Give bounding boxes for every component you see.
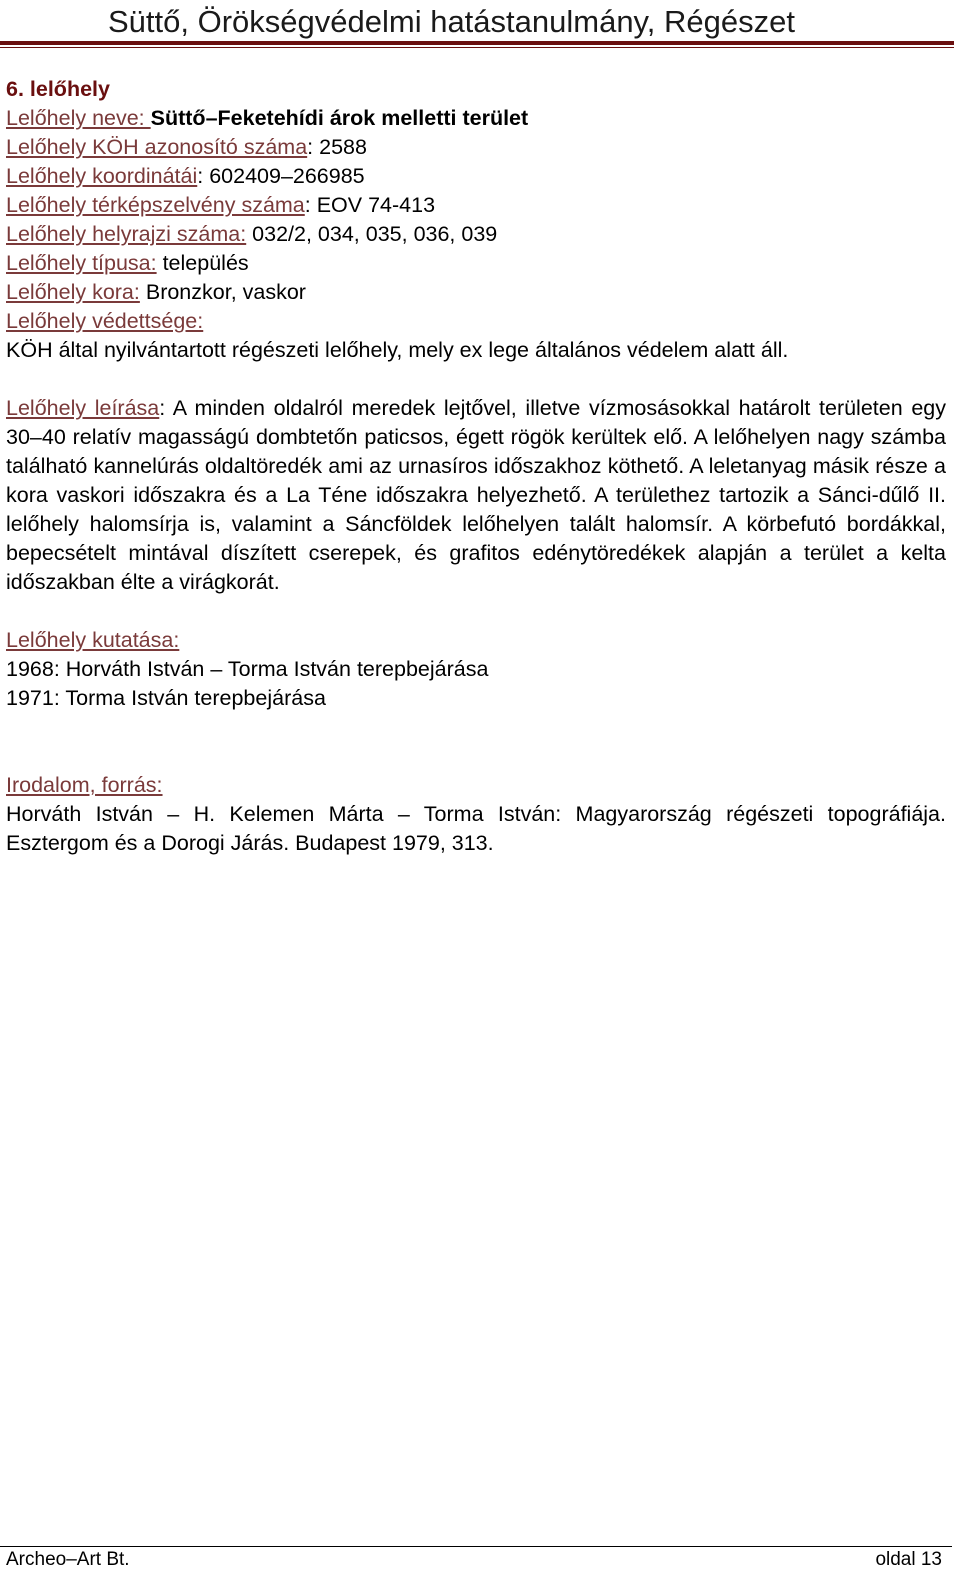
header-divider [0, 41, 954, 45]
koh-id-value: : 2588 [307, 135, 367, 159]
site-name-label: Lelőhely neve: [6, 106, 151, 130]
coordinates-value: : 602409–266985 [197, 164, 365, 188]
parcel-row [6, 220, 946, 249]
page-number: oldal 13 [875, 1549, 942, 1570]
research-label: Lelőhely kutatása: [6, 628, 180, 652]
description-label: Lelőhely leírása [6, 396, 160, 420]
site-type-label: Lelőhely típusa: [6, 251, 157, 275]
research-item: 1971: Torma István terepbejárása [6, 686, 326, 710]
protection-value: KÖH által nyilvántartott régészeti lelőhely, mely ex lege általános védelem alatt áll. [6, 338, 789, 362]
footer-company: Archeo–Art Bt. [6, 1549, 130, 1570]
site-age-value: Bronzkor, vaskor [139, 280, 306, 304]
parcel-value: 032/2, 034, 035, 036, 039 [246, 222, 498, 246]
site-type-value: település [156, 251, 249, 275]
spacer [6, 597, 946, 626]
literature-label: Irodalom, forrás: [6, 773, 163, 797]
protection-label: Lelőhely védettsége: [6, 309, 204, 333]
description-paragraph [6, 394, 946, 597]
coordinates-row [6, 162, 946, 191]
page-footer [0, 1534, 960, 1592]
header-divider-thin [0, 47, 954, 48]
site-title: 6. lelőhely [6, 77, 110, 101]
koh-id-row [6, 133, 946, 162]
site-age-row [6, 278, 946, 307]
header-title: Süttő, Örökségvédelmi hatástanulmány, Régészet [108, 4, 795, 39]
literature-text: Horváth István – H. Kelemen Márta – Torma István: Magyarország régészeti topográfiája. Esztergom és a Dorogi Járás. Budapest 1979, 313. [6, 802, 946, 855]
spacer [6, 365, 946, 394]
map-sheet-label: Lelőhely térképszelvény száma [6, 193, 305, 217]
parcel-label: Lelőhely helyrajzi száma: [6, 222, 247, 246]
koh-id-label: Lelőhely KÖH azonosító száma [6, 135, 308, 159]
site-name-row [6, 104, 946, 133]
footer-divider [0, 1546, 952, 1547]
coordinates-label: Lelőhely koordinátái [6, 164, 198, 188]
map-sheet-row [6, 191, 946, 220]
site-age-label: Lelőhely kora: [6, 280, 140, 304]
map-sheet-value: : EOV 74-413 [304, 193, 436, 217]
spacer [6, 713, 946, 771]
site-record [6, 75, 946, 858]
site-name-value: Süttő–Feketehídi árok melletti terület [150, 106, 529, 130]
research-item: 1968: Horváth István – Torma István terepbejárása [6, 657, 489, 681]
page-header [0, 0, 960, 48]
site-type-row [6, 249, 946, 278]
description-text: : A minden oldalról meredek lejtővel, illetve vízmosásokkal határolt területen egy 30–40 relatív magasságú dombtetőn paticsos, égett rögök kerültek elő. A lelőhelyen nagy számba található kannelúrás oldaltöredék ami az urnasíros időszakhoz köthető. A leletanyag másik része a kora vaskori időszakra és a La Téne időszakra helyezhető. A területhez tartozik a Sánci-dűlő II. lelőhely halomsírja is, valamint a Sáncföldek lelőhelyen talált halomsír. A körbefutó bordákkal, bepecsételt mintával díszített cserepek, és grafitos edénytöredékek alapján a terület a kelta időszakban élte a virágkorát. [6, 396, 946, 594]
